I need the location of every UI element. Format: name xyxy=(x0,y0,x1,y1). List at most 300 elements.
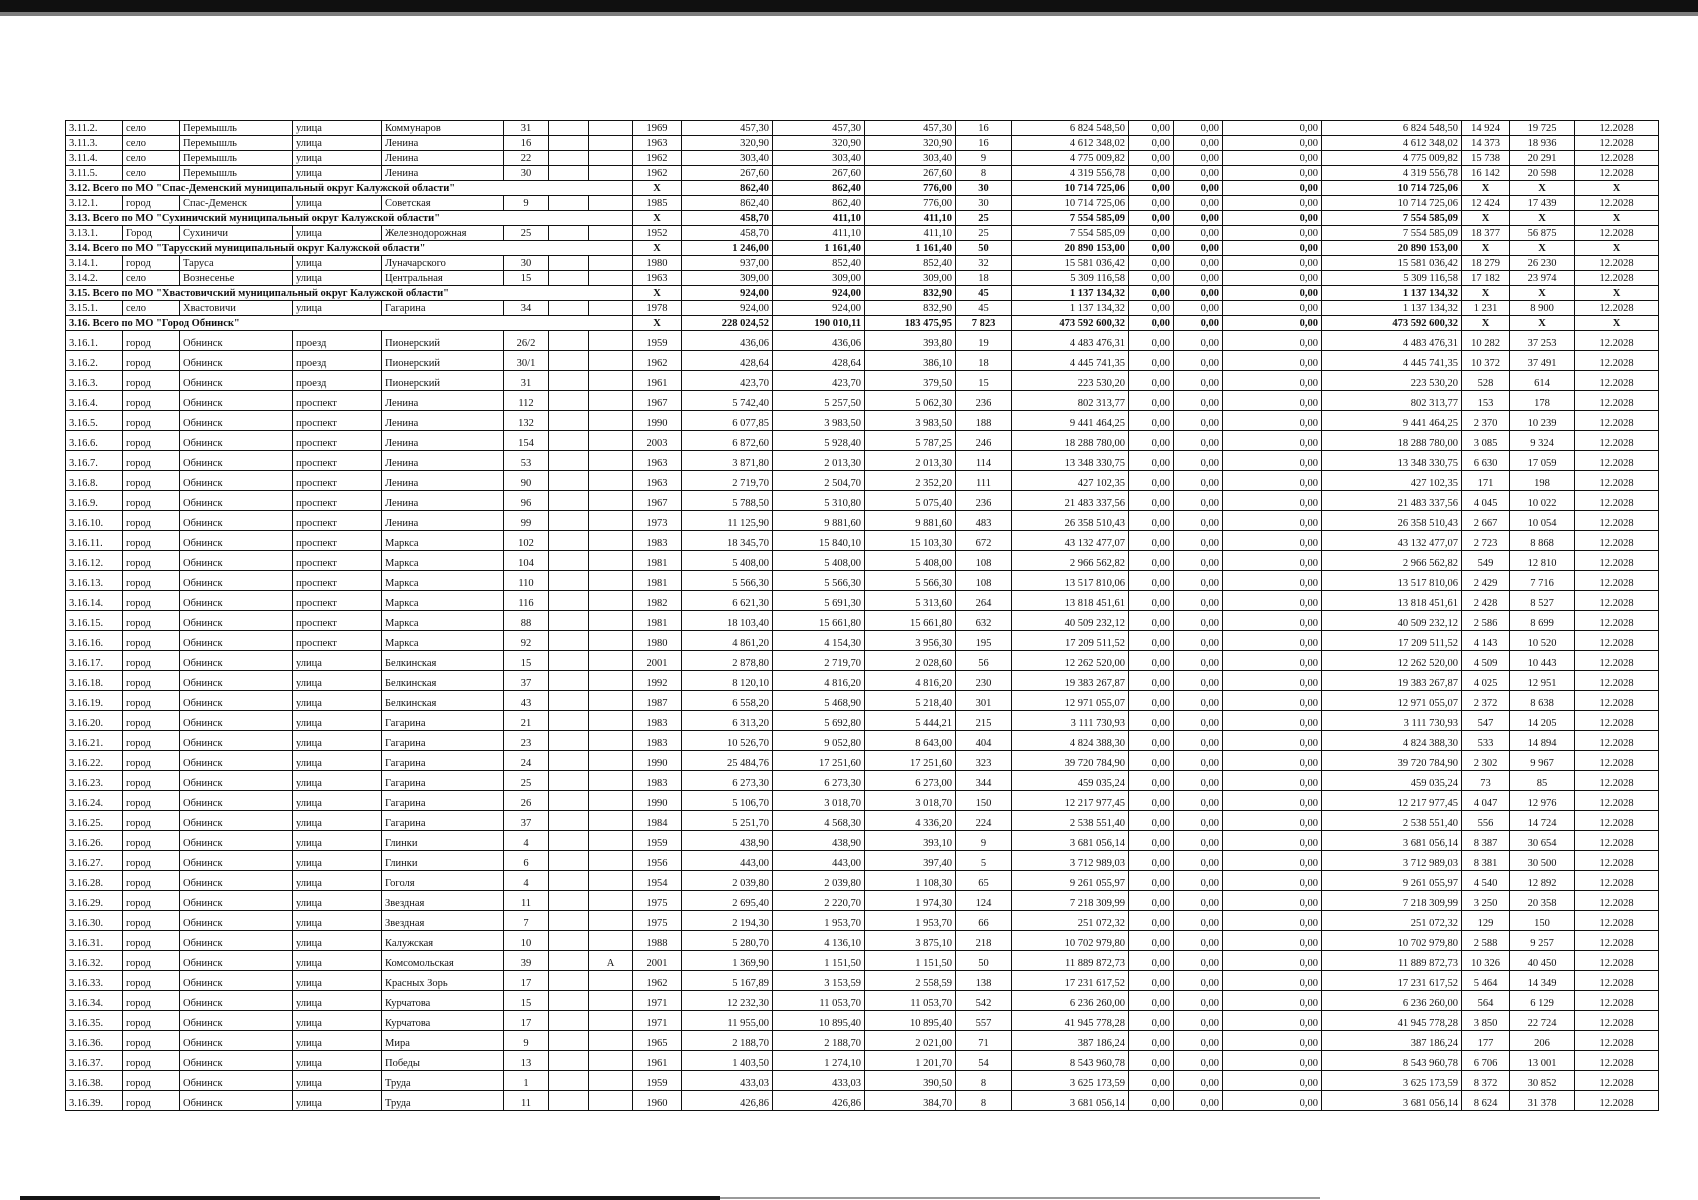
table-cell: 124 xyxy=(956,891,1012,911)
table-cell: город xyxy=(123,611,180,631)
table-cell: Мира xyxy=(382,1031,504,1051)
table-cell: 39 720 784,90 xyxy=(1012,751,1129,771)
table-cell: 10 282 xyxy=(1462,331,1510,351)
table-cell: 3 625 173,59 xyxy=(1322,1071,1462,1091)
table-row xyxy=(66,431,1659,451)
table-cell: 5 691,30 xyxy=(773,591,865,611)
subtotal-cell: 183 475,95 xyxy=(865,316,956,331)
scan-bottom-edge xyxy=(20,1196,720,1200)
table-cell: Перемышль xyxy=(180,151,293,166)
table-cell: 0,00 xyxy=(1174,711,1223,731)
table-cell: 3 712 989,03 xyxy=(1322,851,1462,871)
subtotal-row xyxy=(66,181,1659,196)
table-cell: город xyxy=(123,651,180,671)
table-cell: 5 309 116,58 xyxy=(1012,271,1129,286)
table-cell: улица xyxy=(293,791,382,811)
table-cell: 12.2028 xyxy=(1575,1031,1659,1051)
table-cell: город xyxy=(123,591,180,611)
table-cell: 4 483 476,31 xyxy=(1322,331,1462,351)
table-cell: 9 xyxy=(956,831,1012,851)
table-cell: 549 xyxy=(1462,551,1510,571)
table-cell: 10 443 xyxy=(1510,651,1575,671)
table-cell: 4 775 009,82 xyxy=(1322,151,1462,166)
table-cell: Город xyxy=(123,226,180,241)
table-cell: 1984 xyxy=(633,811,682,831)
table-cell xyxy=(589,196,633,211)
subtotal-cell: 0,00 xyxy=(1129,181,1174,196)
table-cell: 2 558,59 xyxy=(865,971,956,991)
table-cell: город xyxy=(123,391,180,411)
table-cell: 2 719,70 xyxy=(773,651,865,671)
table-cell: Таруса xyxy=(180,256,293,271)
table-cell: 12.2028 xyxy=(1575,791,1659,811)
table-cell: 3.16.29. xyxy=(66,891,123,911)
table-cell: Победы xyxy=(382,1051,504,1071)
table-cell: 20 291 xyxy=(1510,151,1575,166)
table-cell: 2 013,30 xyxy=(865,451,956,471)
table-cell: улица xyxy=(293,711,382,731)
table-cell: 3.11.5. xyxy=(66,166,123,181)
table-cell: 15 738 xyxy=(1462,151,1510,166)
table-cell: 3.16.33. xyxy=(66,971,123,991)
table-cell: улица xyxy=(293,951,382,971)
table-cell: 4 824 388,30 xyxy=(1012,731,1129,751)
table-cell: 0,00 xyxy=(1129,411,1174,431)
table-cell xyxy=(549,831,589,851)
table-cell: Перемышль xyxy=(180,166,293,181)
table-cell: 0,00 xyxy=(1174,151,1223,166)
table-cell: Обнинск xyxy=(180,691,293,711)
table-row xyxy=(66,551,1659,571)
table-cell xyxy=(589,691,633,711)
table-cell: 528 xyxy=(1462,371,1510,391)
table-cell: 88 xyxy=(504,611,549,631)
table-cell: 1969 xyxy=(633,121,682,136)
table-cell: 12 424 xyxy=(1462,196,1510,211)
table-cell: 1 974,30 xyxy=(865,891,956,911)
table-cell: 0,00 xyxy=(1129,611,1174,631)
table-cell: 1971 xyxy=(633,1011,682,1031)
table-cell: 37 253 xyxy=(1510,331,1575,351)
table-cell: 6 273,00 xyxy=(865,771,956,791)
table-cell: 17 251,60 xyxy=(865,751,956,771)
table-cell: 3.14.2. xyxy=(66,271,123,286)
table-cell: 20 358 xyxy=(1510,891,1575,911)
table-row xyxy=(66,301,1659,316)
table-cell xyxy=(589,351,633,371)
table-cell: 2 370 xyxy=(1462,411,1510,431)
table-row xyxy=(66,751,1659,771)
table-cell: 9 967 xyxy=(1510,751,1575,771)
table-cell: 18 xyxy=(956,271,1012,286)
table-cell: 0,00 xyxy=(1129,511,1174,531)
table-cell: 632 xyxy=(956,611,1012,631)
table-cell: 17 xyxy=(504,971,549,991)
subtotal-cell: 7 823 xyxy=(956,316,1012,331)
subtotal-cell: 0,00 xyxy=(1174,316,1223,331)
table-cell: улица xyxy=(293,751,382,771)
table-cell: город xyxy=(123,671,180,691)
table-cell: 13 xyxy=(504,1051,549,1071)
table-cell: 924,00 xyxy=(682,301,773,316)
table-cell: 5 464 xyxy=(1462,971,1510,991)
table-cell: 246 xyxy=(956,431,1012,451)
table-cell: город xyxy=(123,331,180,351)
table-cell: 12.2028 xyxy=(1575,301,1659,316)
table-cell xyxy=(549,331,589,351)
subtotal-cell: X xyxy=(1510,316,1575,331)
table-cell xyxy=(589,911,633,931)
table-cell: 423,70 xyxy=(773,371,865,391)
table-cell: Гагарина xyxy=(382,751,504,771)
table-cell: 10 372 xyxy=(1462,351,1510,371)
table-cell: 31 xyxy=(504,121,549,136)
table-cell: 4 445 741,35 xyxy=(1322,351,1462,371)
table-cell: Обнинск xyxy=(180,831,293,851)
table-cell xyxy=(589,731,633,751)
table-cell: Глинки xyxy=(382,851,504,871)
table-cell: 533 xyxy=(1462,731,1510,751)
table-cell: 0,00 xyxy=(1129,891,1174,911)
table-cell: 0,00 xyxy=(1129,331,1174,351)
table-cell: 267,60 xyxy=(682,166,773,181)
table-cell: 99 xyxy=(504,511,549,531)
table-row xyxy=(66,411,1659,431)
table-cell: 10 702 979,80 xyxy=(1012,931,1129,951)
table-cell: 4 612 348,02 xyxy=(1012,136,1129,151)
table-cell: 7 716 xyxy=(1510,571,1575,591)
table-cell xyxy=(589,301,633,316)
table-cell: 12.2028 xyxy=(1575,1011,1659,1031)
subtotal-cell: 473 592 600,32 xyxy=(1322,316,1462,331)
table-cell: 0,00 xyxy=(1129,691,1174,711)
table-cell: 236 xyxy=(956,391,1012,411)
table-cell: 215 xyxy=(956,711,1012,731)
table-cell: 26 358 510,43 xyxy=(1012,511,1129,531)
table-cell: 4 047 xyxy=(1462,791,1510,811)
table-cell: 8 699 xyxy=(1510,611,1575,631)
table-cell xyxy=(549,731,589,751)
table-cell: 1959 xyxy=(633,1071,682,1091)
table-cell: 1990 xyxy=(633,751,682,771)
table-cell: 14 205 xyxy=(1510,711,1575,731)
table-cell: 18 279 xyxy=(1462,256,1510,271)
table-cell: 5 257,50 xyxy=(773,391,865,411)
table-cell xyxy=(589,831,633,851)
table-cell: 4 045 xyxy=(1462,491,1510,511)
table-cell: проспект xyxy=(293,451,382,471)
table-cell: 1959 xyxy=(633,831,682,851)
table-cell: 104 xyxy=(504,551,549,571)
table-cell xyxy=(589,271,633,286)
table-cell: 0,00 xyxy=(1129,351,1174,371)
table-cell: 8 527 xyxy=(1510,591,1575,611)
table-cell: 1963 xyxy=(633,451,682,471)
table-cell: 0,00 xyxy=(1223,891,1322,911)
table-cell: 3.16.6. xyxy=(66,431,123,451)
table-cell xyxy=(589,331,633,351)
table-cell: 8 900 xyxy=(1510,301,1575,316)
table-cell: 3.16.19. xyxy=(66,691,123,711)
table-cell: Обнинск xyxy=(180,431,293,451)
table-cell: улица xyxy=(293,1051,382,1071)
table-cell: Обнинск xyxy=(180,971,293,991)
table-cell xyxy=(549,751,589,771)
table-cell: улица xyxy=(293,151,382,166)
table-cell: 31 xyxy=(504,371,549,391)
table-cell: 154 xyxy=(504,431,549,451)
table-cell: 303,40 xyxy=(865,151,956,166)
table-cell: Обнинск xyxy=(180,531,293,551)
table-cell: 4 319 556,78 xyxy=(1012,166,1129,181)
table-cell: 0,00 xyxy=(1129,196,1174,211)
table-cell: 18 288 780,00 xyxy=(1322,431,1462,451)
table-cell: 14 724 xyxy=(1510,811,1575,831)
table-row xyxy=(66,1051,1659,1071)
table-cell: Обнинск xyxy=(180,611,293,631)
table-cell: 8 543 960,78 xyxy=(1322,1051,1462,1071)
table-cell: 0,00 xyxy=(1129,851,1174,871)
table-cell: 0,00 xyxy=(1129,771,1174,791)
table-cell: 4 861,20 xyxy=(682,631,773,651)
subtotal-cell: 832,90 xyxy=(865,286,956,301)
table-cell: 0,00 xyxy=(1223,711,1322,731)
table-cell: город xyxy=(123,691,180,711)
table-cell: 4 319 556,78 xyxy=(1322,166,1462,181)
table-cell: село xyxy=(123,166,180,181)
table-cell: Труда xyxy=(382,1091,504,1111)
table-cell: 0,00 xyxy=(1223,671,1322,691)
table-row xyxy=(66,1011,1659,1031)
table-cell: город xyxy=(123,971,180,991)
subtotal-cell: X xyxy=(1510,211,1575,226)
table-row xyxy=(66,851,1659,871)
table-cell: 0,00 xyxy=(1174,791,1223,811)
table-cell: 6 706 xyxy=(1462,1051,1510,1071)
table-cell: 23 xyxy=(504,731,549,751)
table-cell: 309,00 xyxy=(865,271,956,286)
table-cell: 224 xyxy=(956,811,1012,831)
table-cell: 8 624 xyxy=(1462,1091,1510,1111)
table-cell: 26/2 xyxy=(504,331,549,351)
table-cell: 40 509 232,12 xyxy=(1012,611,1129,631)
subtotal-cell: X xyxy=(633,241,682,256)
table-row xyxy=(66,691,1659,711)
table-cell: 4 xyxy=(504,831,549,851)
table-cell: 16 xyxy=(504,136,549,151)
table-cell: Обнинск xyxy=(180,931,293,951)
table-row xyxy=(66,771,1659,791)
table-cell xyxy=(589,591,633,611)
table-cell: 3.16.31. xyxy=(66,931,123,951)
subtotal-cell: 20 890 153,00 xyxy=(1012,241,1129,256)
table-cell: 30 xyxy=(504,256,549,271)
table-cell xyxy=(549,451,589,471)
subtotal-label: 3.14. Всего по МО "Тарусский муниципальный округ Калужской области" xyxy=(66,241,633,256)
table-cell: 0,00 xyxy=(1223,811,1322,831)
table-cell: Гагарина xyxy=(382,711,504,731)
table-cell: 12.2028 xyxy=(1575,151,1659,166)
table-cell: 12.2028 xyxy=(1575,871,1659,891)
table-cell: Обнинск xyxy=(180,751,293,771)
table-cell: 0,00 xyxy=(1223,931,1322,951)
table-row xyxy=(66,671,1659,691)
table-body xyxy=(66,121,1659,1111)
table-cell: 443,00 xyxy=(682,851,773,871)
table-cell: 11 955,00 xyxy=(682,1011,773,1031)
table-cell: 13 517 810,06 xyxy=(1322,571,1462,591)
table-cell xyxy=(549,651,589,671)
table-cell xyxy=(589,931,633,951)
table-cell: Перемышль xyxy=(180,136,293,151)
table-cell: 12.2028 xyxy=(1575,691,1659,711)
table-cell xyxy=(589,391,633,411)
table-cell: 2 966 562,82 xyxy=(1012,551,1129,571)
table-cell: 0,00 xyxy=(1174,331,1223,351)
table-cell: 1 151,50 xyxy=(865,951,956,971)
table-cell: 301 xyxy=(956,691,1012,711)
table-cell: 428,64 xyxy=(773,351,865,371)
table-cell: 1961 xyxy=(633,1051,682,1071)
table-cell: улица xyxy=(293,731,382,751)
table-cell: 0,00 xyxy=(1174,1091,1223,1111)
table-cell: 132 xyxy=(504,411,549,431)
table-cell: 9 xyxy=(504,1031,549,1051)
table-cell: Обнинск xyxy=(180,571,293,591)
table-cell: 5 566,30 xyxy=(773,571,865,591)
table-cell: 0,00 xyxy=(1174,911,1223,931)
table-cell: 0,00 xyxy=(1174,851,1223,871)
table-cell: 6 273,30 xyxy=(773,771,865,791)
table-cell: 12.2028 xyxy=(1575,651,1659,671)
table-cell xyxy=(589,791,633,811)
table-cell xyxy=(589,511,633,531)
table-cell: 0,00 xyxy=(1174,166,1223,181)
table-cell: 19 383 267,87 xyxy=(1012,671,1129,691)
table-cell: 0,00 xyxy=(1174,731,1223,751)
table-cell: 5 251,70 xyxy=(682,811,773,831)
table-cell: 0,00 xyxy=(1223,166,1322,181)
table-cell: 436,06 xyxy=(773,331,865,351)
table-cell: 17 251,60 xyxy=(773,751,865,771)
table-cell xyxy=(549,991,589,1011)
table-cell xyxy=(549,1011,589,1031)
table-cell: 672 xyxy=(956,531,1012,551)
table-row xyxy=(66,631,1659,651)
table-cell: 0,00 xyxy=(1174,891,1223,911)
table-cell xyxy=(589,1071,633,1091)
table-cell: 12.2028 xyxy=(1575,951,1659,971)
table-cell: 7 xyxy=(504,911,549,931)
table-row xyxy=(66,391,1659,411)
table-cell: 26 358 510,43 xyxy=(1322,511,1462,531)
table-cell: 2 538 551,40 xyxy=(1322,811,1462,831)
table-cell: 15 xyxy=(956,371,1012,391)
table-cell: 21 xyxy=(504,711,549,731)
table-cell: 1983 xyxy=(633,731,682,751)
table-cell: 178 xyxy=(1510,391,1575,411)
table-cell: 8 372 xyxy=(1462,1071,1510,1091)
table-cell xyxy=(589,811,633,831)
table-cell xyxy=(549,551,589,571)
table-cell: 0,00 xyxy=(1174,831,1223,851)
subtotal-cell: 190 010,11 xyxy=(773,316,865,331)
table-cell: 4 143 xyxy=(1462,631,1510,651)
table-cell: 0,00 xyxy=(1129,831,1174,851)
table-cell: 3.16.23. xyxy=(66,771,123,791)
table-cell: Пионерский xyxy=(382,331,504,351)
table-cell: 0,00 xyxy=(1129,256,1174,271)
table-row xyxy=(66,991,1659,1011)
table-cell xyxy=(589,1011,633,1031)
table-cell: 12.2028 xyxy=(1575,891,1659,911)
table-cell: 1 137 134,32 xyxy=(1012,301,1129,316)
table-cell: 37 491 xyxy=(1510,351,1575,371)
table-cell: 8 638 xyxy=(1510,691,1575,711)
table-cell: село xyxy=(123,121,180,136)
table-cell: улица xyxy=(293,301,382,316)
table-cell: 0,00 xyxy=(1129,571,1174,591)
table-cell: 0,00 xyxy=(1223,851,1322,871)
table-cell: 8 643,00 xyxy=(865,731,956,751)
subtotal-cell: 0,00 xyxy=(1174,181,1223,196)
table-cell: город xyxy=(123,771,180,791)
table-cell: 2001 xyxy=(633,651,682,671)
table-cell: Обнинск xyxy=(180,1011,293,1031)
table-cell: 0,00 xyxy=(1174,591,1223,611)
subtotal-cell: 862,40 xyxy=(682,181,773,196)
table-cell: 1 151,50 xyxy=(773,951,865,971)
table-cell: город xyxy=(123,931,180,951)
table-cell: Перемышль xyxy=(180,121,293,136)
table-cell: 9 257 xyxy=(1510,931,1575,951)
table-cell: 4 509 xyxy=(1462,651,1510,671)
table-cell: 0,00 xyxy=(1223,1031,1322,1051)
table-cell: 12.2028 xyxy=(1575,1051,1659,1071)
table-cell: 12.2028 xyxy=(1575,1091,1659,1111)
table-cell xyxy=(589,471,633,491)
table-cell: 2 504,70 xyxy=(773,471,865,491)
table-cell: 1992 xyxy=(633,671,682,691)
table-cell: улица xyxy=(293,121,382,136)
table-cell: 12.2028 xyxy=(1575,411,1659,431)
table-cell: Луначарского xyxy=(382,256,504,271)
table-cell: 0,00 xyxy=(1129,151,1174,166)
table-cell: 5 408,00 xyxy=(682,551,773,571)
subtotal-label: 3.13. Всего по МО "Сухиничский муниципальный округ Калужской области" xyxy=(66,211,633,226)
table-row xyxy=(66,151,1659,166)
table-cell xyxy=(549,591,589,611)
table-cell: 0,00 xyxy=(1223,351,1322,371)
table-cell: 43 xyxy=(504,691,549,711)
table-cell: Гагарина xyxy=(382,791,504,811)
table-cell: 9 261 055,97 xyxy=(1012,871,1129,891)
table-cell: 3 111 730,93 xyxy=(1322,711,1462,731)
table-cell: 6 273,30 xyxy=(682,771,773,791)
table-cell: 1967 xyxy=(633,391,682,411)
table-row xyxy=(66,711,1659,731)
table-cell: 12.2028 xyxy=(1575,331,1659,351)
subtotal-cell: 776,00 xyxy=(865,181,956,196)
subtotal-label: 3.15. Всего по МО "Хвастовичский муниципальный округ Калужской области" xyxy=(66,286,633,301)
table-cell: 0,00 xyxy=(1174,121,1223,136)
table-cell xyxy=(549,871,589,891)
table-row xyxy=(66,196,1659,211)
table-cell xyxy=(549,1071,589,1091)
table-cell: 2 372 xyxy=(1462,691,1510,711)
table-cell: 12.2028 xyxy=(1575,731,1659,751)
table-cell: проспект xyxy=(293,511,382,531)
